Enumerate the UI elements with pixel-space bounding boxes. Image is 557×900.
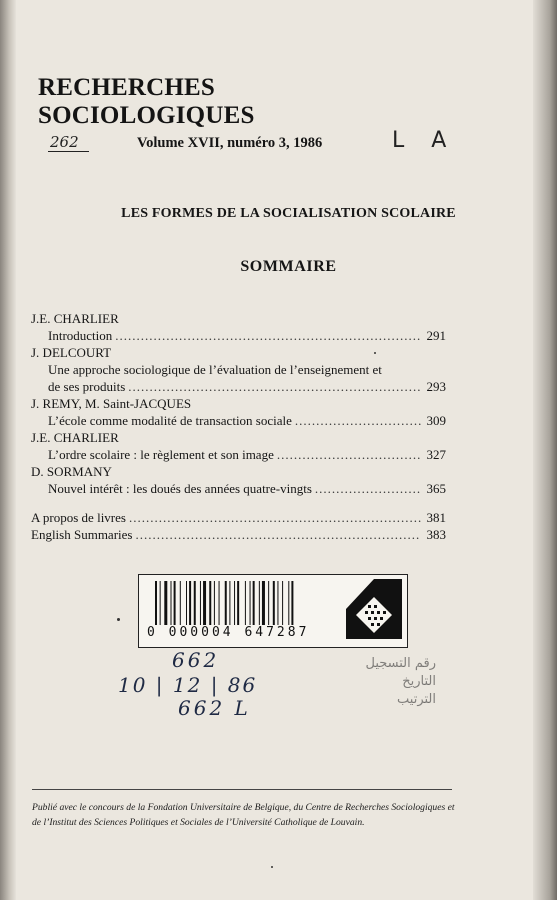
toc-leader [129,509,421,526]
toc-leader [135,526,421,543]
journal-title: RECHERCHES SOCIOLOGIQUES [38,74,255,129]
handwritten-entry-1: 662 [172,648,220,672]
toc-page-number: 381 [426,510,446,525]
handwritten-entry-3: 662 L [178,696,251,720]
toc-page-number: 327 [426,447,446,462]
toc-leader [128,378,421,395]
issue-theme-title: LES FORMES DE LA SOCIALISATION SCOLAIRE [121,206,456,221]
barcode-bar [171,581,172,625]
barcode-bar [253,581,255,625]
barcode-bar [219,581,220,625]
barcode-bar [164,581,167,625]
toc-title: A propos de livres [31,510,126,525]
barcode-bar [160,581,161,625]
toc-entry [31,412,446,429]
toc-entry [31,327,446,344]
ink-speck [374,352,376,354]
toc-title: Nouvel intérêt : les doués des années quatre-vingts [48,481,312,496]
toc-leader [315,480,421,497]
barcode-label [138,574,408,648]
toc-author: J.E. CHARLIER [31,311,119,326]
barcode-bar [186,581,187,625]
page-left-edge [0,0,16,900]
footer-divider [32,789,452,790]
barcode-bar [250,581,251,625]
toc-page-number: 291 [426,328,446,343]
volume-line: Volume XVII, numéro 3, 1986 [137,135,323,151]
barcode-digits: 0 000004 647287 [147,625,310,640]
toc-leader [115,327,421,344]
barcode-bar [277,581,278,625]
toc-entry [31,526,446,543]
toc-entry [31,480,446,497]
barcode-bar [291,581,293,625]
barcode-bar [282,581,283,625]
handwritten-code: L A [392,128,457,153]
barcode-bar [194,581,196,625]
publication-note: Publié avec le concours de la Fondation Universitaire de Belgique, du Centre de Recherches Sociologiques et de l’Institut des Sciences Politiques et Sociales de l’Université Catholique de Louvain. [32,802,455,828]
toc-page-number: 365 [426,481,446,496]
sommaire-heading: SOMMAIRE [240,258,337,275]
barcode-bar [209,581,211,625]
barcode-bar [273,581,275,625]
toc-page-number: 309 [426,413,446,428]
barcode-bar [203,581,206,625]
toc-entry [31,378,446,395]
arabic-registration-stamp [326,655,436,709]
barcode-bar [229,581,230,625]
ink-speck [117,618,120,621]
barcode-bar [268,581,269,625]
barcode-bar [237,581,239,625]
stamp-line: التاريخ [402,674,436,689]
barcode-bar [189,581,191,625]
toc-leader [277,446,421,463]
barcode-bar [245,581,246,625]
toc-title: Introduction [48,328,113,343]
toc-author: J.E. CHARLIER [31,430,119,445]
toc-page-number: 383 [426,527,446,542]
toc-title: English Summaries [31,527,133,542]
barcode-bar [225,581,227,625]
barcode-bar [262,581,265,625]
toc-title: L’ordre scolaire : le règlement et son image [48,447,274,462]
toc-author: J. REMY, M. Saint-JACQUES [31,396,192,411]
barcode-bar [180,581,181,625]
barcode-bar [288,581,289,625]
handwritten-entry-2: 10 | 12 | 86 [118,673,258,697]
table-of-contents [31,310,446,543]
barcode-bar [214,581,215,625]
toc-author: J. DELCOURT [31,345,112,360]
handwritten-number: 262 [48,133,89,152]
toc-title: de ses produits [48,379,126,394]
page-right-edge [533,0,557,900]
toc-title: L’école comme modalité de transaction sociale [48,413,292,428]
barcode-bar [200,581,201,625]
barcode-bar [259,581,260,625]
stamp-line: الترتيب [397,692,436,707]
ink-speck [271,866,273,868]
toc-entry [31,446,446,463]
barcode-bar [174,581,176,625]
toc-page-number: 293 [426,379,446,394]
barcode-bar [234,581,235,625]
barcode-bars [155,581,345,625]
toc-leader [295,412,421,429]
toc-entry [31,509,446,526]
library-logo-icon [346,579,402,639]
toc-author: D. SORMANY [31,464,112,479]
stamp-line: رقم التسجيل [365,656,436,671]
barcode-bar [155,581,157,625]
toc-title-line: Une approche sociologique de l’évaluation de l’enseignement et [48,362,382,377]
